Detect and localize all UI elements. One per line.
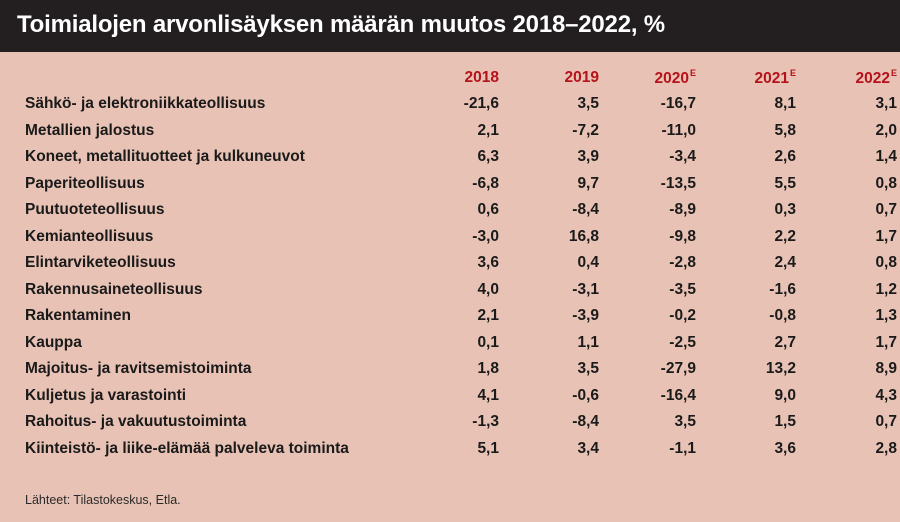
industry-label: Kuljetus ja varastointi — [25, 386, 187, 404]
year-label: 2020 — [654, 70, 689, 87]
header-row — [25, 65, 897, 91]
table-row — [25, 118, 897, 145]
industry-label: Kauppa — [25, 333, 82, 351]
value-cell-2018: -1,3 — [472, 413, 499, 431]
value-cell-2018: 2,1 — [477, 121, 499, 139]
value-cell-2022: 1,7 — [875, 333, 897, 351]
row-label-header — [25, 65, 429, 91]
year-header-2021 — [696, 65, 796, 91]
value-cell-2022: 2,0 — [875, 121, 897, 139]
year-label: 2021 — [754, 70, 789, 87]
value-cell-2020: -16,4 — [660, 386, 696, 404]
table-row — [25, 409, 897, 436]
industry-label: Puutuoteteollisuus — [25, 201, 165, 219]
value-cell-2020: -11,0 — [661, 121, 696, 139]
value-cell-2019: -8,4 — [572, 413, 599, 431]
value-cell-2022: 4,3 — [875, 386, 897, 404]
year-label: 2019 — [564, 69, 599, 86]
value-cell-2022: 3,1 — [875, 95, 897, 113]
table-body — [25, 91, 897, 462]
value-cell-2020: -13,5 — [660, 174, 696, 192]
value-cell-2019: -3,9 — [572, 307, 599, 325]
industry-label: Koneet, metallituotteet ja kulkuneuvot — [25, 148, 305, 166]
industry-label: Kiinteistö- ja liike-elämää palveleva toiminta — [25, 439, 349, 457]
value-cell-2020: -16,7 — [660, 95, 696, 113]
table-row — [25, 277, 897, 304]
value-cell-2020: -3,5 — [669, 280, 696, 298]
value-cell-2019: -3,1 — [572, 280, 599, 298]
industry-label: Rakentaminen — [25, 307, 131, 325]
year-label: 2022 — [855, 70, 890, 87]
value-cell-2018: 4,0 — [477, 280, 499, 298]
value-cell-2018: 6,3 — [477, 148, 499, 166]
value-cell-2019: 3,5 — [577, 95, 599, 113]
value-cell-2022: 8,9 — [875, 360, 897, 378]
value-cell-2020: 3,5 — [674, 413, 696, 431]
value-cell-2021: 8,1 — [774, 95, 796, 113]
value-cell-2019: 3,4 — [577, 439, 599, 457]
value-cell-2018: 0,6 — [477, 201, 499, 219]
value-cell-2022: 0,7 — [875, 201, 897, 219]
value-cell-2021: 5,5 — [774, 174, 796, 192]
value-cell-2018: -21,6 — [463, 95, 499, 113]
table-row — [25, 383, 897, 410]
table-row — [25, 250, 897, 277]
value-cell-2018: -3,0 — [472, 227, 499, 245]
industry-label: Sähkö- ja elektroniikkateollisuus — [25, 95, 266, 113]
value-cell-2020: -2,8 — [669, 254, 696, 272]
value-cell-2020: -1,1 — [669, 439, 696, 457]
value-cell-2022: 0,7 — [875, 413, 897, 431]
value-cell-2018: -6,8 — [472, 174, 499, 192]
year-header-2022 — [796, 65, 897, 91]
value-cell-2021: 2,7 — [774, 333, 796, 351]
value-cell-2019: -0,6 — [572, 386, 599, 404]
value-cell-2021: 1,5 — [774, 413, 796, 431]
industry-label: Kemianteollisuus — [25, 227, 154, 245]
value-cell-2021: 13,2 — [765, 360, 796, 378]
value-cell-2018: 3,6 — [477, 254, 499, 272]
value-cell-2020: -2,5 — [669, 333, 696, 351]
value-cell-2022: 0,8 — [875, 174, 897, 192]
table-row — [25, 224, 897, 251]
value-cell-2018: 0,1 — [477, 333, 499, 351]
estimate-marker: E — [789, 68, 796, 78]
value-cell-2019: 0,4 — [577, 254, 599, 272]
estimate-marker: E — [689, 68, 696, 78]
table-row — [25, 330, 897, 357]
industry-label: Majoitus- ja ravitsemistoiminta — [25, 360, 252, 378]
year-label: 2018 — [464, 69, 499, 86]
table-row — [25, 356, 897, 383]
value-cell-2018: 2,1 — [477, 307, 499, 325]
value-cell-2020: -27,9 — [660, 360, 696, 378]
value-cell-2021: 2,6 — [774, 148, 796, 166]
value-cell-2022: 0,8 — [875, 254, 897, 272]
value-cell-2021: 9,0 — [774, 386, 796, 404]
value-cell-2021: 5,8 — [774, 121, 796, 139]
value-cell-2019: -8,4 — [572, 201, 599, 219]
year-header-2020 — [599, 65, 696, 91]
value-cell-2019: 16,8 — [568, 227, 599, 245]
industry-label: Metallien jalostus — [25, 121, 155, 139]
value-cell-2018: 5,1 — [477, 439, 499, 457]
value-cell-2018: 4,1 — [477, 386, 499, 404]
value-cell-2022: 1,7 — [875, 227, 897, 245]
table-row — [25, 197, 897, 224]
industry-label: Paperiteollisuus — [25, 174, 145, 192]
year-header-2018 — [429, 65, 499, 91]
value-cell-2019: -7,2 — [572, 121, 599, 139]
table-row — [25, 171, 897, 198]
value-cell-2021: -0,8 — [769, 307, 796, 325]
title-bar — [0, 0, 900, 52]
value-cell-2020: -3,4 — [669, 148, 696, 166]
value-cell-2018: 1,8 — [477, 360, 499, 378]
value-cell-2020: -0,2 — [669, 307, 696, 325]
industry-label: Rakennusaineteollisuus — [25, 280, 203, 298]
value-cell-2019: 3,9 — [577, 148, 599, 166]
source-note: Lähteet: Tilastokeskus, Etla. — [25, 493, 181, 507]
value-cell-2021: -1,6 — [769, 280, 796, 298]
chart-title: Toimialojen arvonlisäyksen määrän muutos 2018–2022, % — [17, 11, 665, 38]
value-cell-2021: 2,2 — [774, 227, 796, 245]
value-cell-2022: 1,4 — [875, 148, 897, 166]
value-cell-2019: 3,5 — [577, 360, 599, 378]
table-row — [25, 91, 897, 118]
data-table — [25, 65, 897, 462]
value-cell-2021: 2,4 — [774, 254, 796, 272]
value-cell-2020: -9,8 — [669, 227, 696, 245]
value-cell-2022: 1,2 — [875, 280, 897, 298]
value-cell-2021: 0,3 — [774, 201, 796, 219]
year-header-2019 — [499, 65, 599, 91]
value-cell-2021: 3,6 — [774, 439, 796, 457]
value-cell-2022: 1,3 — [875, 307, 897, 325]
table-row — [25, 144, 897, 171]
value-cell-2020: -8,9 — [669, 201, 696, 219]
industry-label: Rahoitus- ja vakuutustoiminta — [25, 413, 247, 431]
value-cell-2022: 2,8 — [875, 439, 897, 457]
table-row — [25, 436, 897, 463]
value-cell-2019: 9,7 — [577, 174, 599, 192]
industry-label: Elintarviketeollisuus — [25, 254, 176, 272]
value-cell-2019: 1,1 — [577, 333, 599, 351]
table-row — [25, 303, 897, 330]
estimate-marker: E — [890, 68, 897, 78]
